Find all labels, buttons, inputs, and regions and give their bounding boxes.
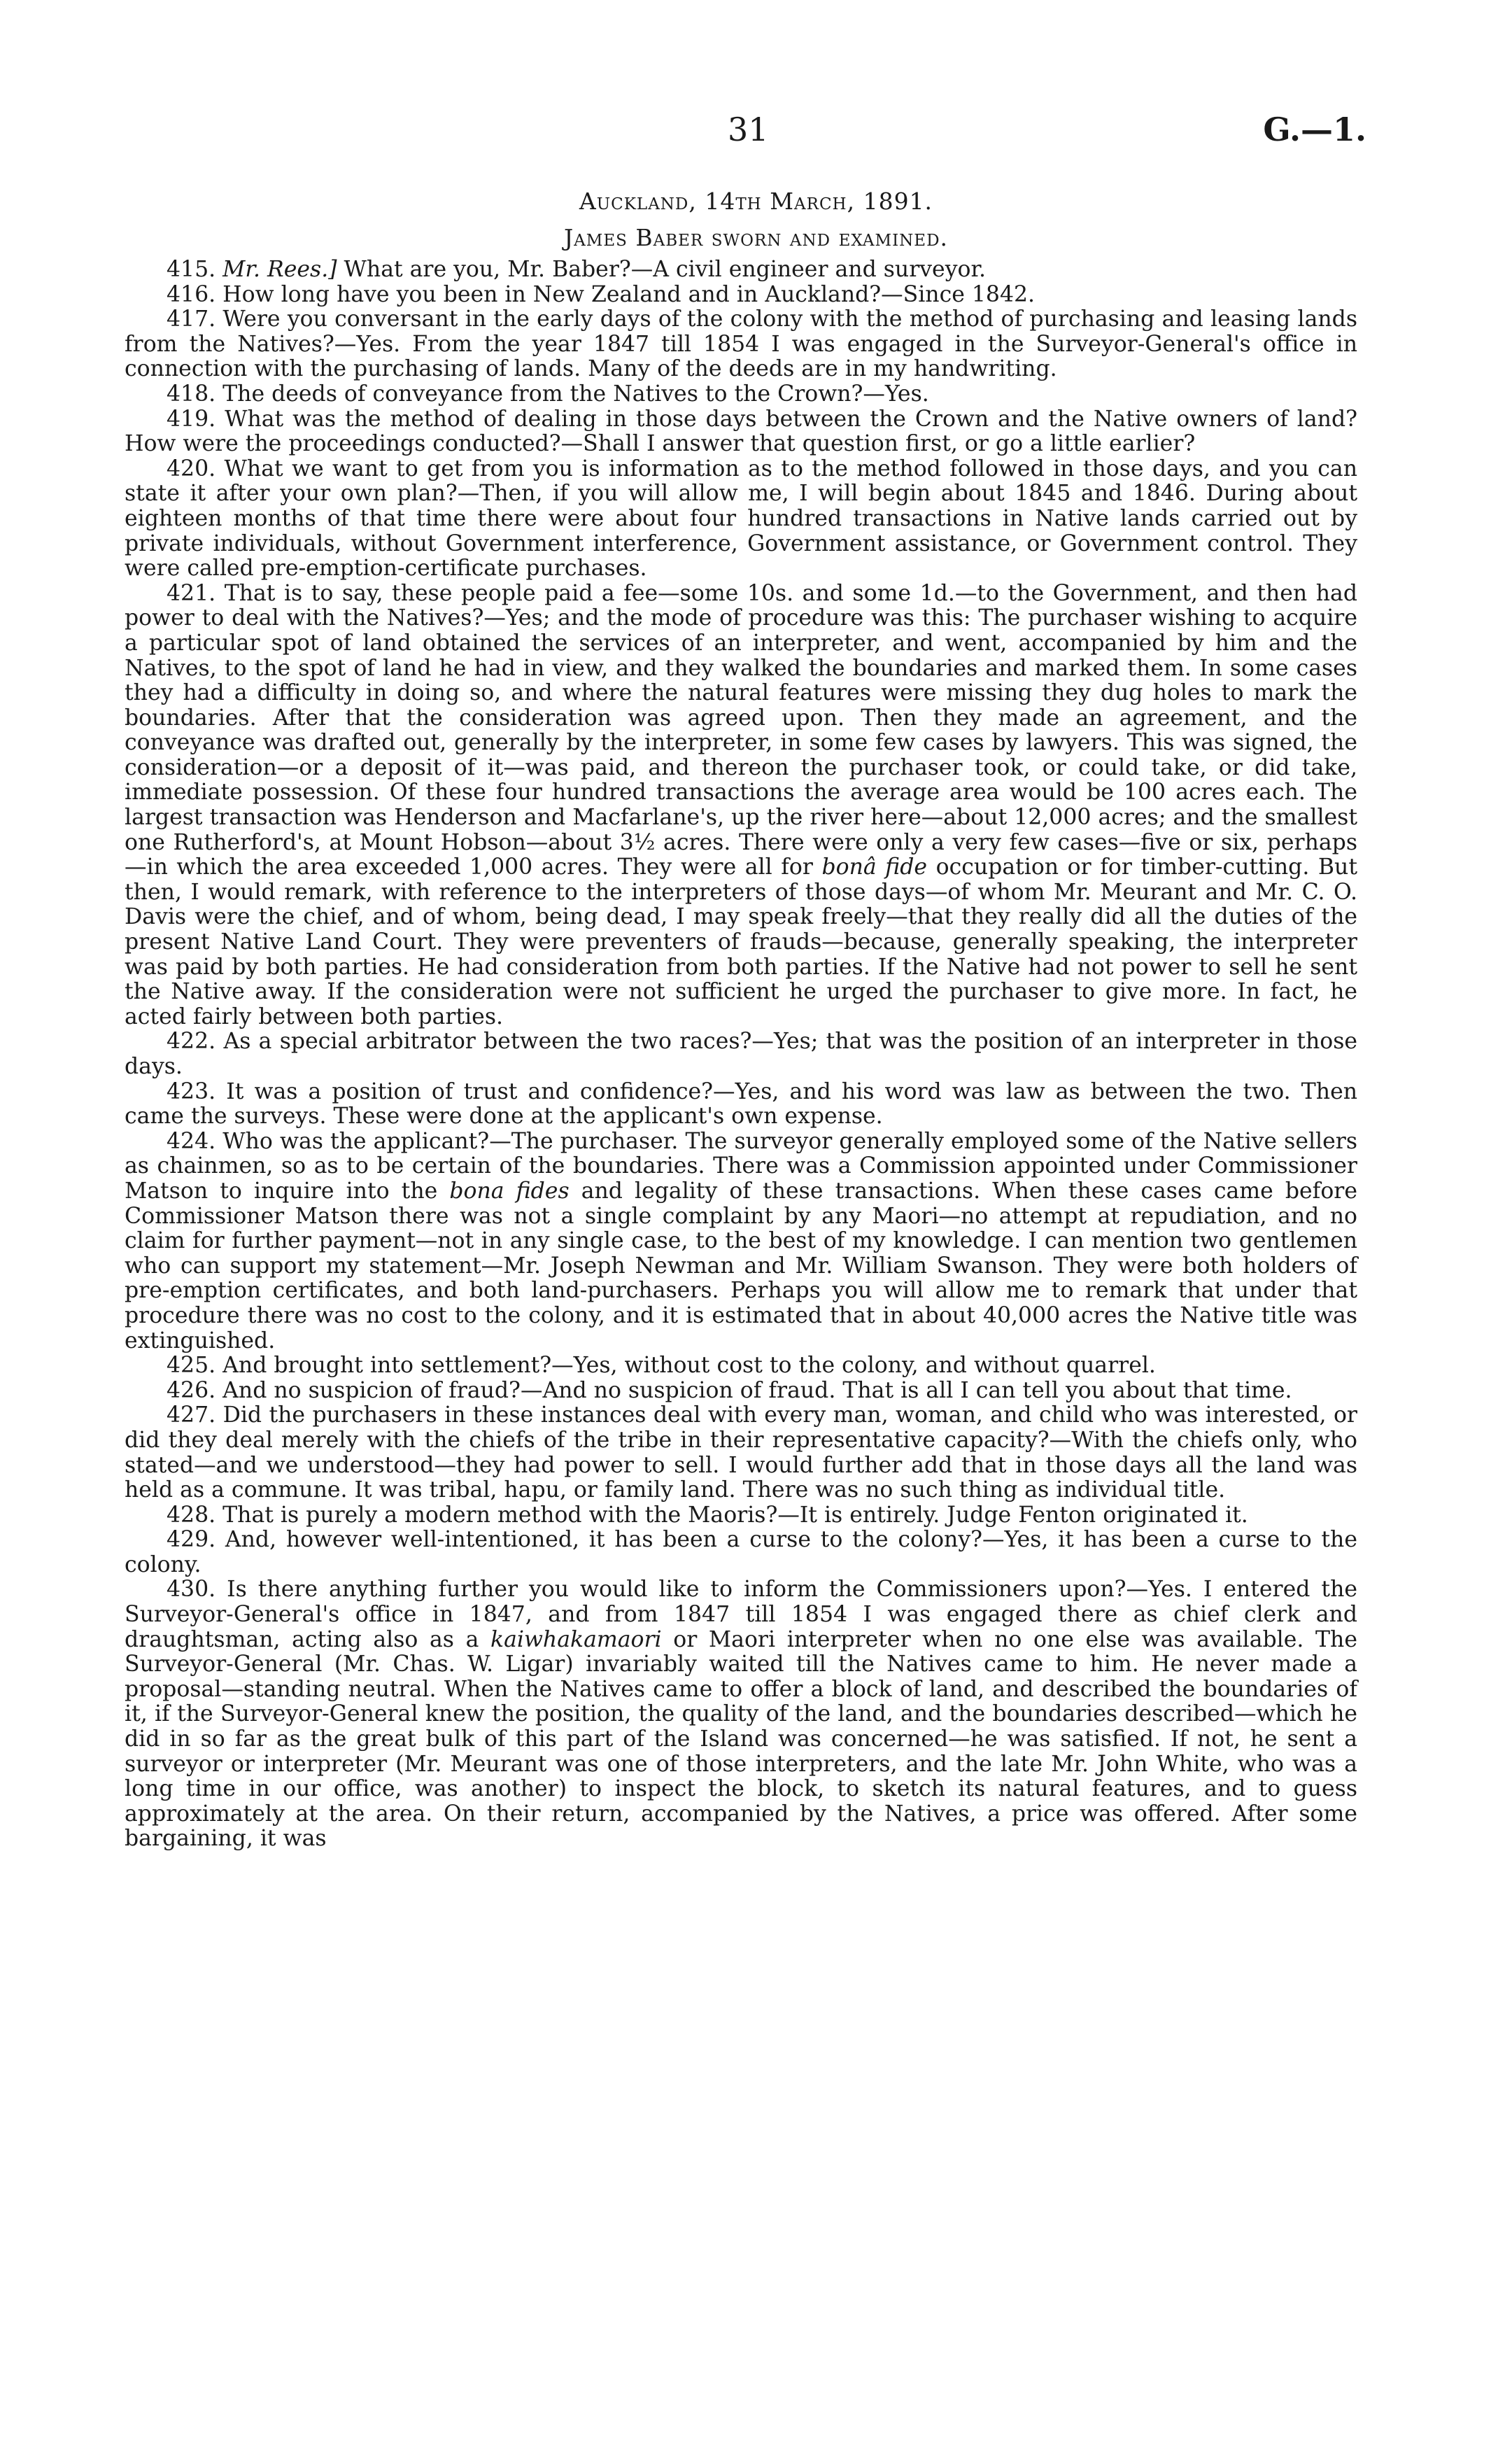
question-paragraph: 425. And brought into settlement?—Yes, without cost to the colony, and without quarrel.: [167, 1353, 1156, 1379]
title-block: [0, 183, 1512, 256]
question-paragraph: 420. What we want to get from you is information as to the method followed in those days, and you can state it after your own plan?—Then, if you will allow me, I will begin about 1845 and 1846. During about eighteen months of that time there were about four hundred transactions in Native lands carried out by private individuals, without Government interference, Government assistance, or Government control. They were called pre-emption-certificate purchases.: [125, 456, 1357, 582]
testimony-body: [125, 258, 1357, 1852]
page-header: [0, 111, 1512, 167]
question-paragraph: 423. It was a position of trust and confidence?—Yes, and his word was law as between the two. Then came the surveys. These were done at the applicant's own expense.: [125, 1078, 1358, 1130]
question-paragraph: 430. Is there anything further you would like to inform the Commissioners upon?—Yes. I entered the Surveyor-General's office in 1847, and from 1847 till 1854 I was engaged there as chief clerk and draughtsman, acting also as a kaiwhakamaori or Maori interpreter when no one else was available. The Surveyor-General (Mr. Chas. W. Ligar) invariably waited till the Natives came to him. He never made a proposal—standing neutral. When the Natives came to offer a block of land, and described the boundaries of it, if the Surveyor-General knew the position, the quality of the land, and the boundaries described—which he did in so far as the great bulk of this part of the Island was concerned—he was satisfied. If not, he sent a surveyor or interpreter (Mr. Meurant was one of those interpreters, and the late Mr. John White, who was a long time in our office, was another) to inspect the block, to sketch its natural features, and to guess approximately at the area. On their return, accompanied by the Natives, a price was offered. After some bargaining, it was: [125, 1577, 1357, 1852]
question-paragraph: 422. As a special arbitrator between the two races?—Yes; that was the position of an interpreter in those days.: [125, 1029, 1358, 1079]
question-paragraph: 428. That is purely a modern method with the Maoris?—It is entirely. Judge Fenton originated it.: [167, 1502, 1248, 1528]
question-paragraph: 418. The deeds of conveyance from the Natives to the Crown?—Yes.: [167, 381, 929, 407]
place-date-heading: Auckland, 14th March, 1891.: [579, 188, 933, 215]
question-paragraph: 429. And, however well-intentioned, it has been a curse to the colony?—Yes, it has been a curse to the colony.: [125, 1527, 1357, 1577]
question-paragraph: 421. That is to say, these people paid a fee—some 10s. and some 1d.—to the Government, and then had power to deal with the Natives?—Yes; and the mode of procedure was this: The purchaser wishing to acquire a particular spot of land obtained the services of an interpreter, and went, accompanied by him and the Natives, to the spot of land he had in view, and they walked the boundaries and marked them. In some cases they had a difficulty in doing so, and where the natural features were missing they dug holes to mark the boundaries. After that the consideration was agreed upon. Then they made an agreement, and the conveyance was drafted out, generally by the interpreter, in some few cases by lawyers. This was signed, the consideration—or a deposit of it—was paid, and thereon the purchaser took, or could take, or did take, immediate possession. Of these four hundred transactions the average area would be 100 acres each. The largest transaction was Henderson and Macfarlane's, up the river here—about 12,000 acres; and the smallest one Rutherford's, at Mount Hobson—about 3½ acres. There were only a very few cases—five or six, perhaps—in which the area exceeded 1,000 acres. They were all for bonâ fide occupation or for timber-cutting. But then, I would remark, with reference to the interpreters of those days—of whom Mr. Meurant and Mr. C. O. Davis were the chief, and of whom, being dead, I may speak freely—that they really did all the duties of the present Native Land Court. They were preventers of frauds—because, generally speaking, the interpreter was paid by both parties. He had consideration from both parties. If the Native had not power to sell he sent the Native away. If the consideration were not sufficient he urged the purchaser to give more. In fact, he acted fairly between both parties.: [125, 580, 1357, 1029]
question-paragraph: 426. And no suspicion of fraud?—And no suspicion of fraud. That is all I can tell you about that time.: [167, 1377, 1292, 1403]
question-paragraph: 427. Did the purchasers in these instances deal with every man, woman, and child who was interested, or did they deal merely with the chiefs of the tribe in their representative capacity?—With the chiefs only, who stated—and we understood—they had power to sell. I would further add that in those days all the land was held as a commune. It was tribal, hapu, or family land. There was no such thing as individual title.: [125, 1402, 1357, 1503]
question-paragraph: 416. How long have you been in New Zealand and in Auckland?—Since 1842.: [167, 281, 1036, 307]
document-reference: G.—1.: [1263, 111, 1366, 148]
page-number: 31: [728, 111, 769, 148]
question-paragraph: 419. What was the method of dealing in those days between the Crown and the Native owners of land? How were the proceedings conducted?—Shall I answer that question first, or go a little earlier?: [125, 406, 1358, 457]
witness-heading: James Baber sworn and examined.: [563, 224, 949, 251]
question-paragraph: 415. Mr. Rees.] What are you, Mr. Baber?—A civil engineer and surveyor.: [167, 257, 987, 282]
question-paragraph: 417. Were you conversant in the early days of the colony with the method of purchasing and leasing lands from the Natives?—Yes. From the year 1847 till 1854 I was engaged in the Surveyor-General's office in connection with the purchasing of lands. Many of the deeds are in my handwriting.: [125, 307, 1358, 382]
question-paragraph: 424. Who was the applicant?—The purchaser. The surveyor generally employed some of the Native sellers as chainmen, so as to be certain of the boundaries. There was a Commission appointed under Commissioner Matson to inquire into the bona fides and legality of these transactions. When these cases came before Commissioner Matson there was not a single complaint by any Maori—no attempt at repudiation, and no claim for further payment—not in any single case, to the best of my knowledge. I can mention two gentlemen who can support my statement—Mr. Joseph Newman and Mr. William Swanson. They were both holders of pre-emption certificates, and both land-purchasers. Perhaps you will allow me to remark that under that procedure there was no cost to the colony, and it is estimated that in about 40,000 acres the Native title was extinguished.: [125, 1128, 1358, 1353]
